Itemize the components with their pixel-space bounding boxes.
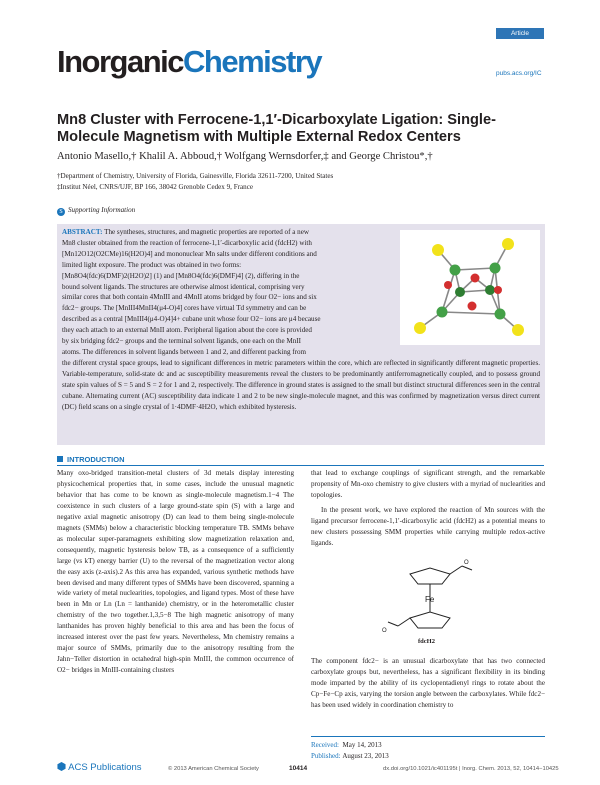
affiliation-2: ‡Institut Néel, CNRS/UJF, BP 166, 38042 Grenoble Cedex 9, France bbox=[57, 183, 254, 191]
body-column-right bbox=[311, 468, 545, 549]
affiliations bbox=[57, 171, 333, 193]
paragraph: that lead to exchange couplings of significant strength, and the remarkable propensity of Mn-oxo chemistry to give clusters with a myriad of nuclearities and topologies. bbox=[311, 469, 545, 499]
svg-text:Fe: Fe bbox=[425, 595, 435, 604]
doi-citation[interactable]: dx.doi.org/10.1021/ic401195t | Inorg. Chem. 2013, 52, 10414−10425 bbox=[383, 766, 559, 772]
ferrocene-structure-icon bbox=[380, 558, 480, 650]
publication-dates: Received: May 14, 2013 Published: August 23, 2013 bbox=[311, 736, 545, 761]
supporting-info-icon: S bbox=[57, 208, 65, 216]
article-type-tab: Article bbox=[496, 28, 544, 39]
svg-text:O: O bbox=[464, 560, 469, 566]
abstract-label: ABSTRACT: bbox=[62, 228, 103, 236]
abstract-full-width: the different crystal space groups, lead to significant differences in metric parameters within the core, which are reflected in significantly different magnetic properties. Variable-temperature, solid-state dc and ac susceptibility measurements reveal the clusters to be predominantly antiferromagnetically coupled, and to possess ground state spin values of S = 5 and S = 2 for 1 and 2, respectively. The difference in ground states is assigned to the small but distinct structural differences seen in the central cubane. Alternating current (AC) susceptibility data indicate 1 and 2 to be new single-molecule magnet, and this was confirmed by magnetization versus direct current (DC) field scans on a single crystal of 1·4DMF·4H2O, which exhibited hysteresis. bbox=[62, 358, 540, 411]
paragraph: The component fdc2− is an unusual dicarboxylate that has two connected carboxylate groups but, nevertheless, has a significant flexibility in its binding mode imparted by the ability of its cyclopentadienyl rings to rotate about the Cp−Fe−Cp axis, varying the torsion angle between the carboxylates. While fdc2− has been used widely in coordination chemistry to bbox=[311, 657, 545, 709]
journal-url[interactable]: pubs.acs.org/IC bbox=[496, 70, 542, 77]
acs-publications-logo: ACS Publications bbox=[57, 762, 142, 773]
body-column-left: Many oxo-bridged transition-metal clusters of 3d metals display interesting physicochemical properties that, in some cases, include the unusual magnetic behavior that has come to be known as single-molecule magnetism.1−4 The coexistence in such clusters of a large ground-state spin (S) with a large and negative axial magnetic anisotropy (D) can lead to them being single-molecule magnets (SMMs) below a characteristic blocking temperature TB. SMMs behave as molecular super-paramagnets exhibiting slow magnetization relaxation and, consequently, magnetic hysteresis below TB, as a consequence of a sufficiently large (vs kT) energy barrier (U) to the reversal of the magnetization vector along the easy axis (z-axis).2 As this area has expanded, various synthetic methods have been devised and many different types of SMMs have been discovered, spanning a wide variety of metal nuclearities, topologies, and ligand types. Most of these have been in Mn or Ln (Ln = lanthanide) chemistry, or in the heterometallic cluster chemistry of the two together.1,3,5−8 The high magnetic anisotropy of many lanthanides has proven highly beneficial to this area and has been the focus of increased interest over the past few years. Nevertheless, Mn chemistry remains a major source of SMMs, primarily due to the anisotropy resulting from the Jahn−Teller distortion in octahedral high-spin MnIII, the common occurrence of O2− bridges in MnIII-containing clusters bbox=[57, 469, 294, 675]
heading-square-icon bbox=[57, 456, 63, 462]
journal-logo: InorganicChemistry bbox=[57, 44, 322, 79]
section-heading: INTRODUCTION bbox=[57, 455, 125, 464]
copyright: © 2013 American Chemical Society bbox=[168, 766, 259, 772]
acs-hex-icon bbox=[57, 762, 66, 771]
heading-rule bbox=[57, 465, 544, 466]
structure-label: fdcH2 bbox=[418, 638, 435, 645]
supporting-info-link[interactable]: S Supporting Information bbox=[57, 206, 135, 216]
abstract bbox=[62, 227, 540, 412]
fdch2-structure bbox=[380, 558, 480, 650]
author-list: Antonio Masello,† Khalil A. Abboud,† Wolfgang Wernsdorfer,‡ and George Christou*,† bbox=[57, 151, 433, 162]
abstract-wrapped-lines: ABSTRACT: The syntheses, structures, and magnetic properties are reported of a new Mn8 cluster obtained from the reaction of ferrocene-1,1′-dicarboxylic acid (fdcH2) with [Mn12O12(O2CMe)16(H2O)4] and mononuclear Mn salts under different conditions and limited light exposure. The product was obtained in two forms: [Mn8O4(fdc)6(DMF)2(H2O)2] (1) and [Mn8O4(fdc)6(DMF)4] (2), differing in the bound solvent ligands. The structures are otherwise almost identical, comprising very similar cores that both contain 4MnIII and 4MnII atoms bridged by four O2− ions and six fdc2− groups. The [MnIII4MnII4(μ4-O)4] cores have virtual Td symmetry and can be described as a central [MnIII4(μ4-O)4]4+ cubane unit whose four O2− ions are μ4 because they each attach to an external MnII atom. Peripheral ligation about the core is provided by six bridging fdc2− groups and the terminal solvent ligands, one each on the MnII atoms. The differences in solvent ligands between 1 and 2, and different packing from bbox=[62, 228, 321, 356]
paper-title: Mn8 Cluster with Ferrocene-1,1′-Dicarboxylate Ligation: Single-Molecule Magnetism with Multiple External Redox Centers bbox=[57, 112, 496, 145]
svg-text:O: O bbox=[382, 628, 387, 634]
affiliation-1: †Department of Chemistry, University of Florida, Gainesville, Florida 32611-7200, United States bbox=[57, 172, 334, 180]
paragraph: In the present work, we have explored the reaction of Mn sources with the ligand precursor ferrocene-1,1′-dicarboxylic acid (fdcH2) as a potential means to new clusters possessing SMM properties while carrying multiple redox-active ligands. bbox=[311, 505, 545, 547]
page-number: 10414 bbox=[289, 765, 308, 772]
